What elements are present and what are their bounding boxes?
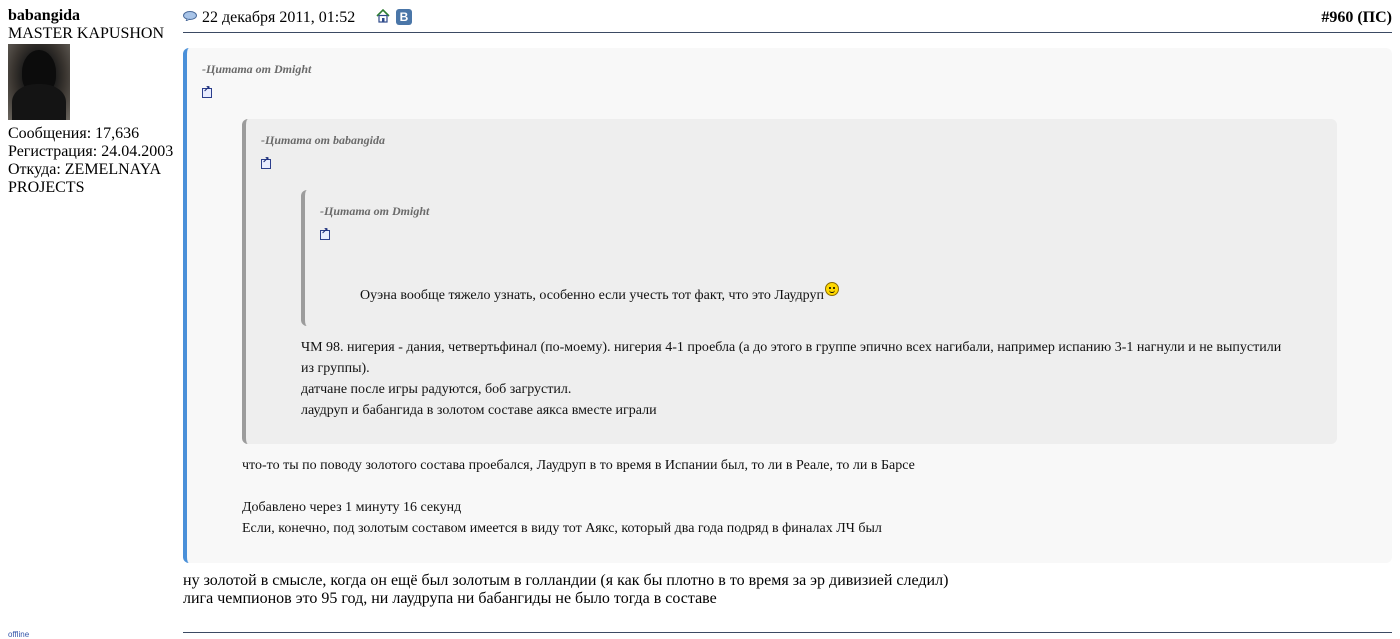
post-number-value[interactable]: #960 [1321, 9, 1354, 26]
post-body-line1: ну золотой в смысле, когда он ещё был золотым в голландии (я как бы плотно в то время за эр дивизией следил) [183, 572, 949, 589]
quote-inner-text: Оуэна вообще тяжело узнать, особенно если учесть тот факт, что это Лаудруп [360, 288, 824, 303]
avatar[interactable] [8, 44, 70, 120]
quote-outer-line3: Если, конечно, под золотым составом имеется в виду тот Аякс, который два года подряд в финалах ЛЧ был [242, 521, 882, 536]
post-icon [183, 11, 197, 21]
user-location-line1: Откуда: ZEMELNAYA [8, 161, 162, 178]
quote-inner-link-icon[interactable] [320, 230, 330, 240]
quote-middle-line1: ЧМ 98. нигерия - дания, четвертьфинал (по-моему). нигерия 4-1 проебла (а до этого в группе эпично всех нагибали, например испанию 3-1 нагнули и не выпустили [301, 340, 1282, 355]
user-info [8, 7, 180, 197]
home-icon[interactable] [376, 9, 390, 23]
quote-middle-link-icon[interactable] [261, 159, 271, 169]
quote-middle-author: -Цитата от babangida [261, 133, 386, 147]
user-registered: Регистрация: 24.04.2003 [8, 143, 174, 160]
quote-outer-link-icon[interactable] [202, 88, 212, 98]
quote-inner-author: -Цитата от Dmight [320, 204, 430, 218]
post-body-line2: лига чемпионов это 95 год, ни лаудрупа ни бабангиды не было тогда в составе [183, 590, 717, 607]
post-divider [183, 632, 1392, 633]
quote-middle-line4: лаудруп и бабангида в золотом составе аякса вместе играли [301, 403, 657, 418]
user-location [8, 161, 180, 197]
user-post-count: Сообщения: 17,636 [8, 125, 140, 142]
post-date: 22 декабря 2011, 01:52 [202, 9, 356, 26]
status-offline: offline [8, 630, 30, 639]
quote-inner-text-line [360, 282, 839, 306]
post-body [183, 572, 948, 608]
quote-outer-author: -Цитата от Dmight [202, 62, 312, 76]
user-title: MASTER KAPUSHON [8, 25, 165, 42]
username[interactable]: babangida [8, 7, 81, 24]
post-number[interactable] [1321, 8, 1392, 28]
quote-outer-added-note: Добавлено через 1 минуту 16 секунд [242, 500, 462, 515]
quote-outer-line1: что-то ты по поводу золотого состава проебался, Лаудруп в то время в Испании был, то ли в Реале, то ли в Барсе [242, 458, 915, 473]
quote-middle-line2: из группы). [301, 361, 370, 376]
smiley-icon [825, 282, 839, 296]
vk-icon[interactable]: В [396, 9, 412, 25]
quote-middle-line3: датчане после игры радуются, боб загрустил. [301, 382, 572, 397]
user-location-line2: PROJECTS [8, 179, 85, 196]
post-ps: (ПС) [1357, 9, 1392, 26]
post-header [183, 7, 1392, 33]
